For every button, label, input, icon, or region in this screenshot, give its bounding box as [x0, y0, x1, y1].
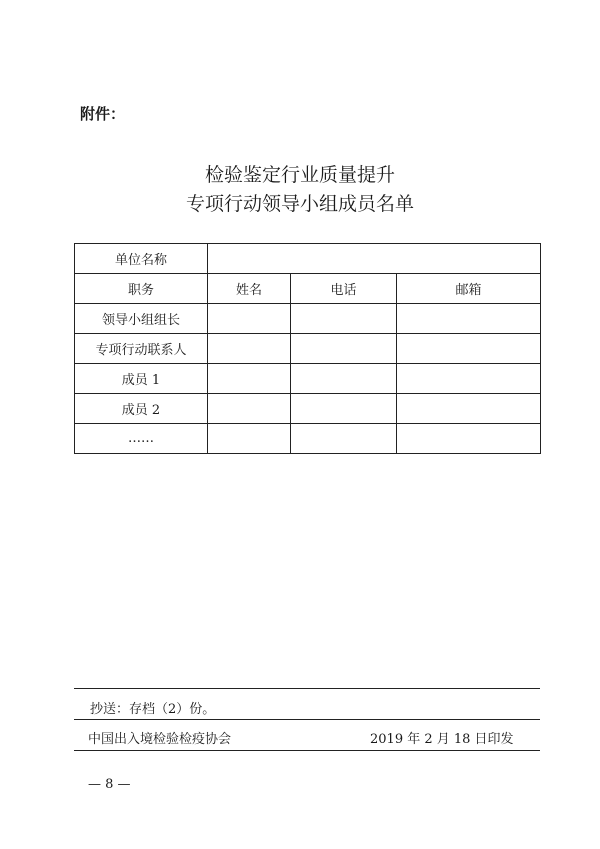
email-cell — [397, 424, 541, 454]
name-cell — [208, 424, 291, 454]
phone-cell — [291, 364, 397, 394]
unit-name-label-cell: 单位名称 — [75, 244, 208, 274]
name-cell — [208, 394, 291, 424]
phone-cell — [291, 334, 397, 364]
phone-cell — [291, 304, 397, 334]
email-cell — [397, 304, 541, 334]
attachment-label: 附件： — [80, 105, 126, 123]
name-cell — [208, 334, 291, 364]
row-position-cell: 成员 2 — [75, 394, 208, 424]
table-row — [75, 304, 541, 334]
members-table — [74, 243, 541, 454]
unit-name-value-cell — [208, 244, 541, 274]
document-title-line-1: 检验鉴定行业质量提升 — [204, 164, 395, 186]
column-header-phone: 电话 — [291, 274, 397, 304]
table-row — [75, 334, 541, 364]
cc-line: 抄送：存档（2）份。 — [90, 702, 216, 717]
row-position-cell: …… — [75, 424, 208, 454]
phone-cell — [291, 394, 397, 424]
row-position-cell: 专项行动联系人 — [75, 334, 208, 364]
footer-divider-middle — [74, 719, 540, 720]
phone-cell — [291, 424, 397, 454]
table-row — [75, 424, 541, 454]
issue-date: 2019 年 2 月 18 日印发 — [370, 732, 514, 747]
table-row-unit-name — [75, 244, 541, 274]
page-number: — 8 — — [88, 777, 131, 792]
email-cell — [397, 364, 541, 394]
row-position-cell: 成员 1 — [75, 364, 208, 394]
footer-divider-bottom — [74, 750, 540, 751]
name-cell — [208, 364, 291, 394]
row-position-cell: 领导小组组长 — [75, 304, 208, 334]
column-header-position: 职务 — [75, 274, 208, 304]
issuer-name: 中国出入境检验检疫协会 — [88, 732, 232, 747]
document-title-line-2: 专项行动领导小组成员名单 — [185, 193, 414, 215]
column-header-email: 邮箱 — [397, 274, 541, 304]
table-row — [75, 364, 541, 394]
table-row — [75, 394, 541, 424]
email-cell — [397, 394, 541, 424]
email-cell — [397, 334, 541, 364]
column-header-name: 姓名 — [208, 274, 291, 304]
name-cell — [208, 304, 291, 334]
table-header-row — [75, 274, 541, 304]
footer-divider-top — [74, 688, 540, 689]
